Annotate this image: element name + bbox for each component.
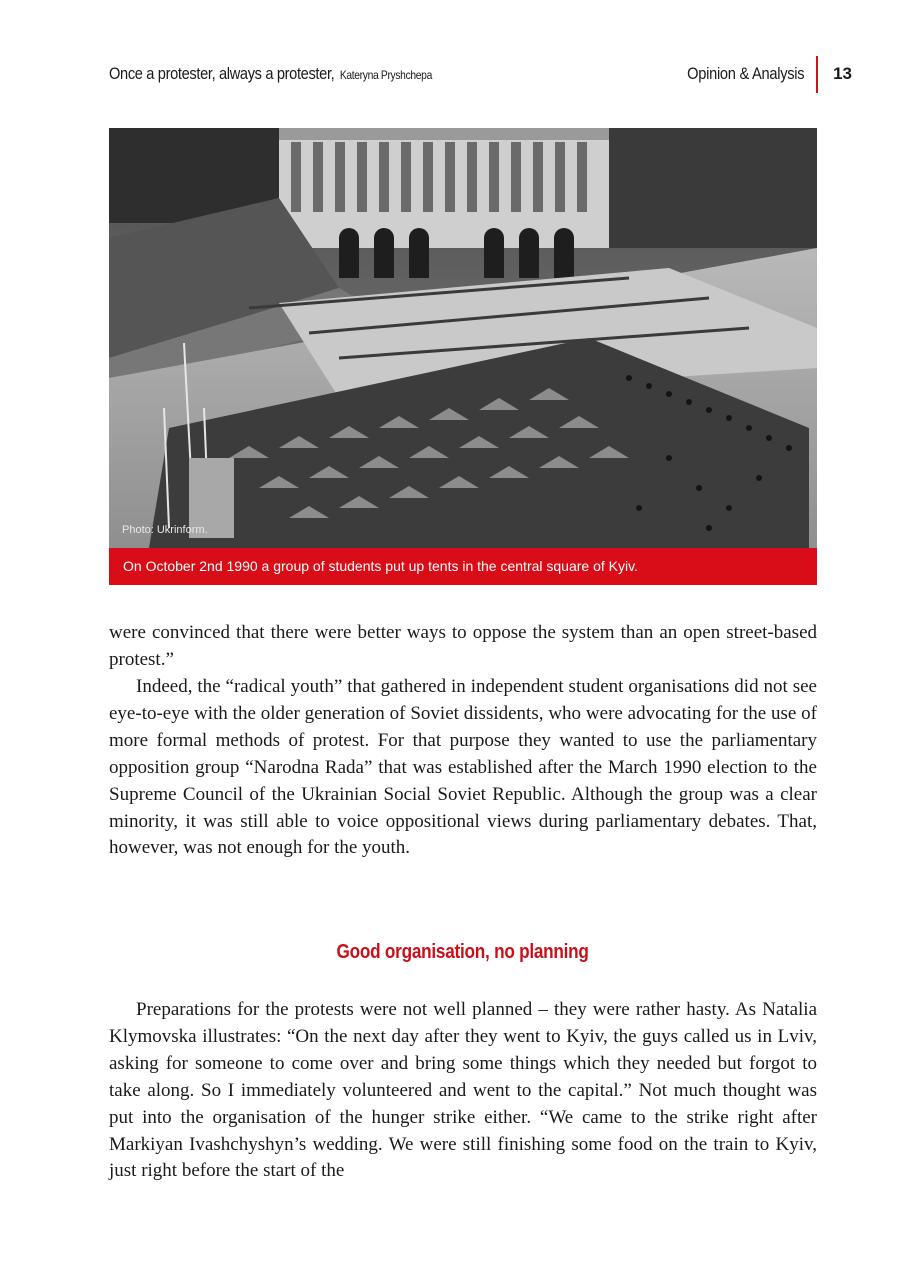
page-number: 13 xyxy=(833,64,852,83)
page-header xyxy=(109,56,852,96)
body-paragraph xyxy=(109,674,817,862)
paragraph-text: Indeed, the “radical youth” that gathered in independent student organisations did not see eye-to-eye with the older generation of Soviet dissidents, who were advocating for the use of more formal methods of protest. For that purpose they wanted to use the parliamentary opposition group “Narodna Rada” that was established after the March 1990 election to the Supreme Council of the Ukrainian Social Soviet Republic. Although the group was a clear minority, it was still able to voice oppositional views during parliamentary debates. That, however, was not enough for the youth. xyxy=(109,676,817,859)
paragraph-text: were convinced that there were better ways to oppose the system than an open street-based protest.” xyxy=(109,622,817,670)
caption-bar xyxy=(109,548,817,585)
figure xyxy=(109,128,817,585)
section-subheading xyxy=(109,941,817,964)
body-paragraph xyxy=(109,997,817,1185)
protest-photo xyxy=(109,128,817,548)
running-title xyxy=(109,64,432,84)
header-divider xyxy=(816,56,818,93)
subheading-text: Good organisation, no planning xyxy=(336,941,590,963)
section-label: Opinion & Analysis xyxy=(686,64,804,83)
body-paragraph-continuation xyxy=(109,620,817,674)
figure-caption: On October 2nd 1990 a group of students put up tents in the central square of Kyiv. xyxy=(123,558,638,574)
photo-credit: Photo: Ukrinform. xyxy=(122,524,208,536)
paragraph-text: Preparations for the protests were not well planned – they were rather hasty. As Natalia Klymovska illustrates: “On the next day after they went to Kyiv, the guys called us in Lviv, asking for someone to come over and bring some things which they needed but forgot to take along. So I immediately volunteered and went to the capital.” Not much thought was put into the organisation of the hunger strike either. “We came to the strike right after Markiyan Ivashchyshyn’s wedding. We were still finishing some food on the train to Kyiv, just right before the start of the xyxy=(109,999,817,1182)
article-title: Once a protester, always a protester, xyxy=(109,64,335,83)
article-author: Kateryna Pryshchepa xyxy=(339,68,432,82)
